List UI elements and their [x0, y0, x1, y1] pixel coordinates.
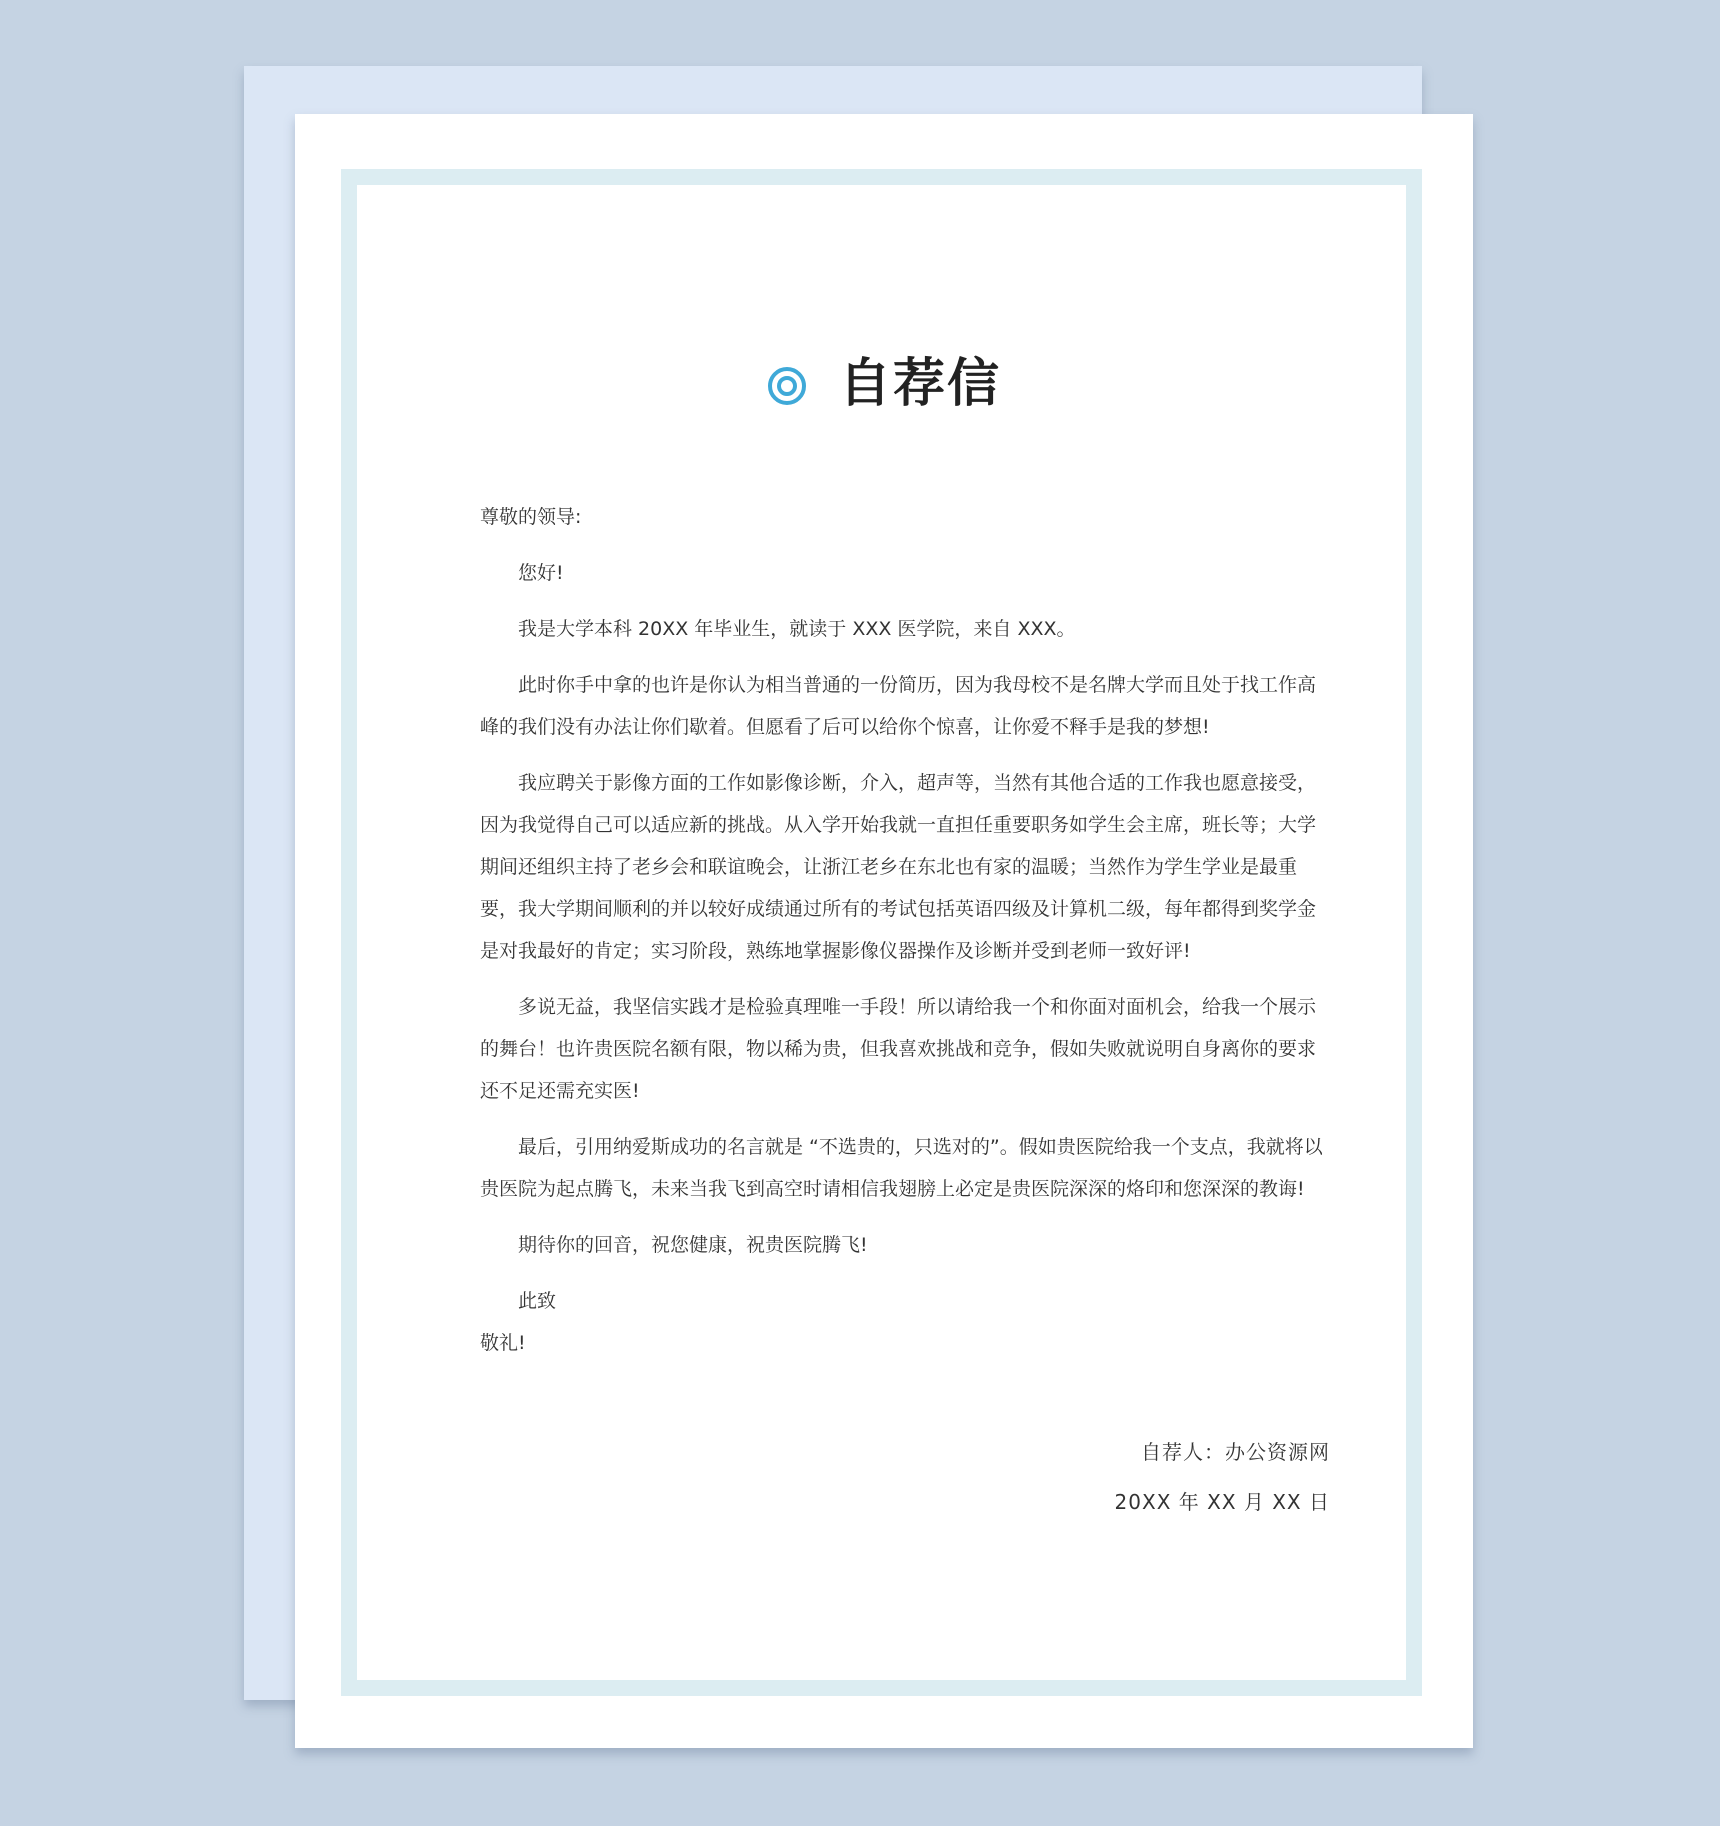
target-circle-icon — [767, 366, 807, 406]
paragraph-resume: 此时你手中拿的也许是你认为相当普通的一份简历，因为我母校不是名牌大学而且处于找工作高峰的我们没有办法让你们歇着。但愿看了后可以给你个惊喜，让你爱不释手是我的梦想! — [480, 674, 1317, 738]
letter-body — [480, 496, 1330, 1378]
paragraph-request: 多说无益，我坚信实践才是检验真理唯一手段！所以请给我一个和你面对面机会，给我一个展示的舞台！也许贵医院名额有限，物以稀为贵，但我喜欢挑战和竞争，假如失败就说明自身离你的要求还不足还需充实医! — [480, 996, 1317, 1102]
salutation: 尊敬的领导: — [480, 506, 582, 528]
page-title: 自荐信 — [838, 353, 1001, 414]
closing-line-2: 敬礼! — [480, 1332, 526, 1354]
signature: 自荐人：办公资源网 — [1141, 1440, 1330, 1464]
paragraph-experience: 我应聘关于影像方面的工作如影像诊断，介入，超声等，当然有其他合适的工作我也愿意接受，因为我觉得自己可以适应新的挑战。从入学开始我就一直担任重要职务如学生会主席，班长等；大学期间还组织主持了老乡会和联谊晚会，让浙江老乡在东北也有家的温暖；当然作为学生学业是最重要，我大学期间顺利的并以较好成绩通过所有的考试包括英语四级及计算机二级，每年都得到奖学金是对我最好的肯定；实习阶段，熟练地掌握影像仪器操作及诊断并受到老师一致好评! — [480, 772, 1317, 962]
paragraph-wishes: 期待你的回音，祝您健康，祝贵医院腾飞! — [518, 1234, 868, 1256]
closing-line-1: 此致 — [518, 1290, 557, 1312]
greeting: 您好! — [518, 562, 564, 584]
title-row — [295, 338, 1473, 418]
letter-page — [295, 114, 1473, 1748]
paragraph-conclusion: 最后，引用纳爱斯成功的名言就是 “不选贵的，只选对的”。假如贵医院给我一个支点，我就将以贵医院为起点腾飞，未来当我飞到高空时请相信我翅膀上必定是贵医院深深的烙印和您深深的教诲! — [480, 1136, 1323, 1200]
signature-date: 20XX 年 XX 月 XX 日 — [1114, 1490, 1330, 1514]
paragraph-intro: 我是大学本科 20XX 年毕业生，就读于 XXX 医学院，来自 XXX。 — [518, 618, 1076, 640]
